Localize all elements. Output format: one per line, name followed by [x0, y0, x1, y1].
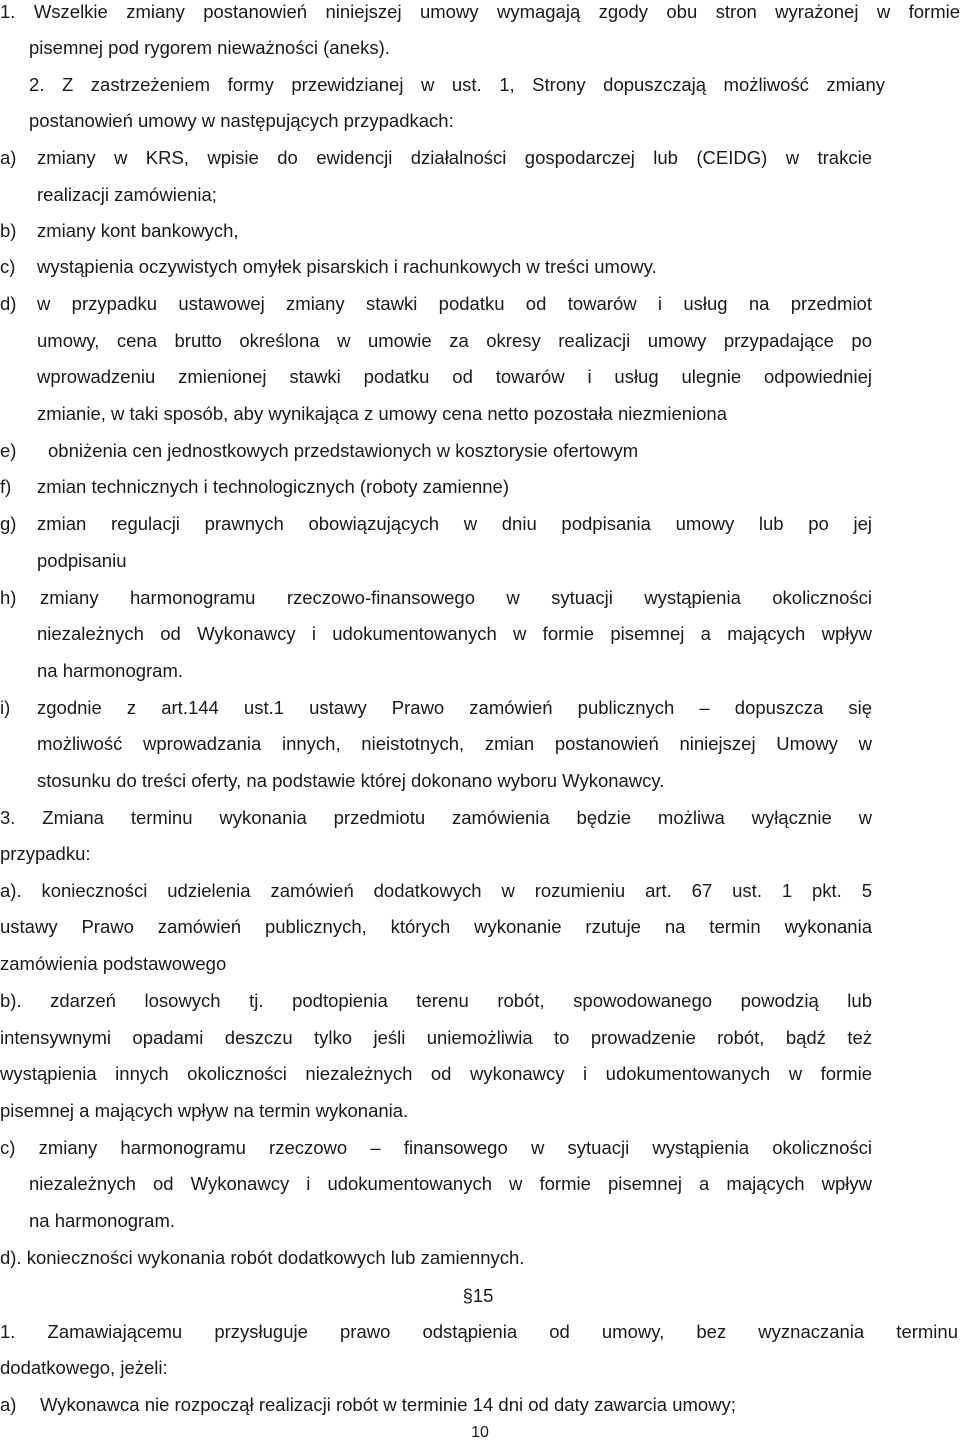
list-item-i — [0, 693, 960, 723]
list-item-e — [0, 436, 960, 466]
paragraph-line: 3. Zmiana terminu wykonania przedmiotu zamówienia będzie możliwa wyłącznie w — [0, 807, 872, 828]
paragraph-line: a). konieczności udzielenia zamówień dodatkowych w rozumieniu art. 67 ust. 1 pkt. 5 — [0, 880, 872, 901]
paragraph-line: d). konieczności wykonania robót dodatkowych lub zamiennych. — [0, 1247, 525, 1268]
list-label: h) — [0, 587, 17, 608]
paragraph-line: zmianie, w taki sposób, aby wynikająca z umowy cena netto pozostała niezmieniona — [37, 403, 728, 424]
list-text: zmiany kont bankowych, — [37, 220, 239, 241]
list-text: Wykonawca nie rozpoczął realizacji robót w terminie 14 dni od daty zawarcia umowy; — [40, 1394, 736, 1415]
page-number: 10 — [471, 1424, 489, 1441]
list-label: e) — [0, 440, 17, 461]
list-item-g — [0, 509, 960, 539]
paragraph-line: 1. Zamawiającemu przysługuje prawo odstąpienia od umowy, bez wyznaczania terminu — [0, 1321, 958, 1342]
paragraph-line: 1. Wszelkie zmiany postanowień niniejszej umowy wymagają zgody obu stron wyrażonej w formie — [0, 1, 960, 22]
list-label: a) — [0, 1394, 17, 1415]
paragraph-line: niezależnych od Wykonawcy i udokumentowanych w formie pisemnej a mających wpływ — [37, 623, 872, 644]
paragraph-line: pisemnej a mających wpływ na termin wykonania. — [0, 1100, 409, 1121]
paragraph-line: wystąpienia innych okoliczności niezależnych od wykonawcy i udokumentowanych w formie — [0, 1063, 872, 1084]
paragraph-line: b). zdarzeń losowych tj. podtopienia terenu robót, spowodowanego powodzią lub — [0, 990, 872, 1011]
list-item-a — [0, 143, 960, 173]
paragraph-line: c) zmiany harmonogramu rzeczowo – finansowego w sytuacji wystąpienia okoliczności — [0, 1137, 872, 1158]
section-heading: §15 — [462, 1285, 494, 1306]
list-text: wystąpienia oczywistych omyłek pisarskich i rachunkowych w treści umowy. — [37, 256, 657, 277]
paragraph-line: możliwość wprowadzania innych, nieistotnych, zmian postanowień niniejszej Umowy w — [37, 733, 872, 754]
paragraph-line: na harmonogram. — [37, 660, 184, 681]
paragraph-line: realizacji zamówienia; — [37, 184, 217, 205]
list-label: f) — [0, 476, 12, 497]
list-text: zmian technicznych i technologicznych (roboty zamienne) — [37, 476, 509, 497]
list-text: obniżenia cen jednostkowych przedstawionych w kosztorysie ofertowym — [48, 440, 639, 461]
paragraph-line: niezależnych od Wykonawcy i udokumentowanych w formie pisemnej a mających wpływ — [29, 1173, 872, 1194]
list-text: zgodnie z art.144 ust.1 ustawy Prawo zamówień publicznych – dopuszcza się — [37, 697, 872, 718]
list-item-d — [0, 289, 960, 319]
list-label: d) — [0, 293, 17, 314]
list-label: c) — [0, 256, 16, 277]
paragraph-line: podpisaniu — [37, 550, 127, 571]
paragraph-line: pisemnej pod rygorem nieważności (aneks). — [29, 37, 390, 58]
list-item-a2 — [0, 1390, 960, 1420]
paragraph-line: intensywnymi opadami deszczu tylko jeśli uniemożliwia to prowadzenie robót, bądź też — [0, 1027, 872, 1048]
paragraph-line: stosunku do treści oferty, na podstawie której dokonano wyboru Wykonawcy. — [37, 770, 665, 791]
paragraph-line: umowy, cena brutto określona w umowie za okresy realizacji umowy przypadające po — [37, 330, 872, 351]
list-text: zmiany w KRS, wpisie do ewidencji działalności gospodarczej lub (CEIDG) w trakcie — [37, 147, 872, 168]
paragraph-line: dodatkowego, jeżeli: — [0, 1357, 168, 1378]
paragraph-line: postanowień umowy w następujących przypadkach: — [29, 110, 454, 131]
paragraph-line: 2. Z zastrzeżeniem formy przewidzianej w ust. 1, Strony dopuszczają możliwość zmiany — [29, 74, 885, 95]
paragraph-line: na harmonogram. — [29, 1210, 176, 1231]
paragraph-line: wprowadzeniu zmienionej stawki podatku od towarów i usług ulegnie odpowiedniej — [37, 366, 872, 387]
list-label: a) — [0, 147, 17, 168]
list-item-b — [0, 216, 960, 246]
list-item-f — [0, 472, 960, 502]
list-text: zmiany harmonogramu rzeczowo-finansowego w sytuacji wystąpienia okoliczności — [40, 587, 872, 608]
list-item-h — [0, 583, 960, 613]
list-label: g) — [0, 513, 17, 534]
list-label: b) — [0, 220, 17, 241]
paragraph-line: przypadku: — [0, 843, 91, 864]
list-text: w przypadku ustawowej zmiany stawki podatku od towarów i usług na przedmiot — [37, 293, 872, 314]
list-text: zmian regulacji prawnych obowiązujących w dniu podpisania umowy lub po jej — [37, 513, 872, 534]
paragraph-line: ustawy Prawo zamówień publicznych, których wykonanie rzutuje na termin wykonania — [0, 916, 872, 937]
paragraph-line: zamówienia podstawowego — [0, 953, 227, 974]
list-label: i) — [0, 697, 11, 718]
list-item-c — [0, 252, 960, 282]
